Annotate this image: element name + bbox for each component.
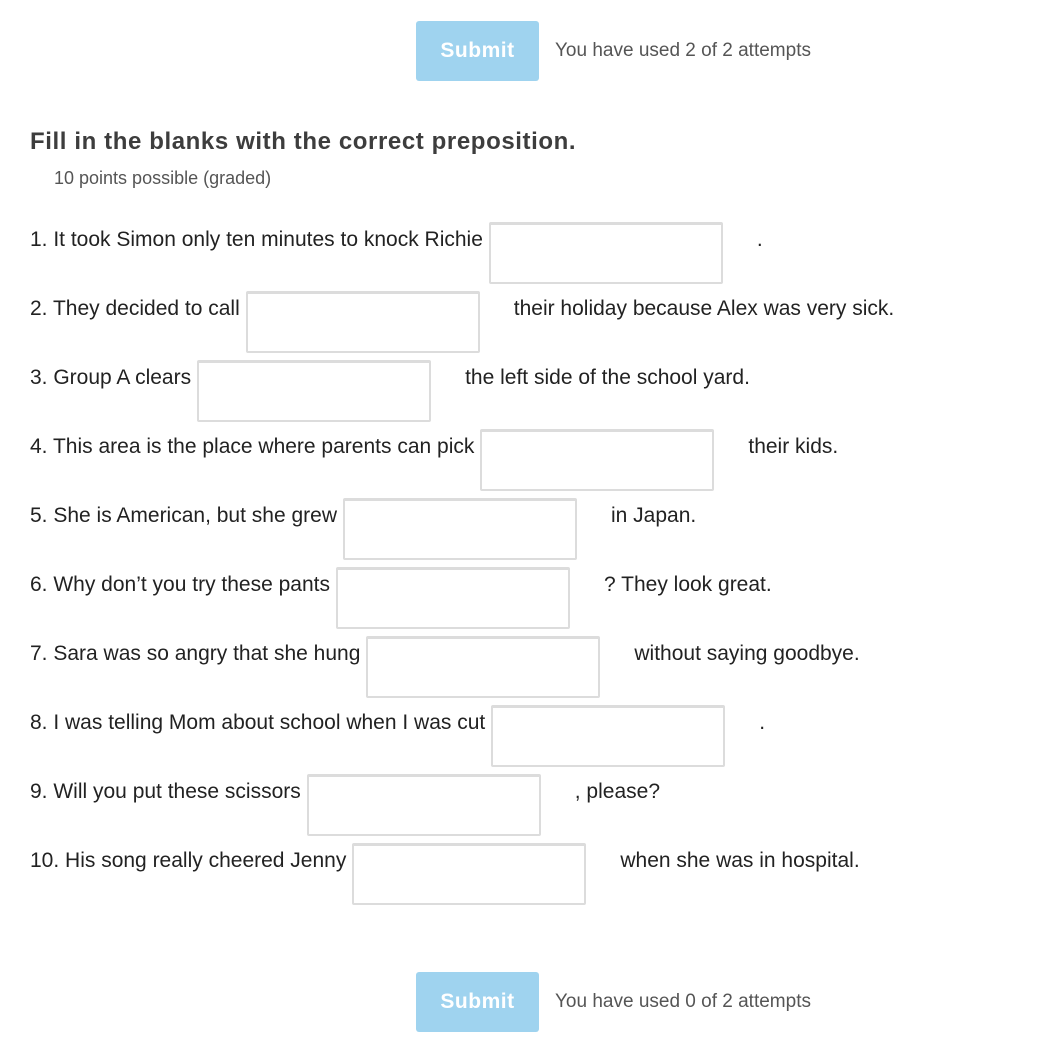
question-text: 8. I was telling Mom about school when I was cut	[30, 711, 486, 734]
blank-input-9[interactable]	[307, 774, 541, 836]
blank-input-6[interactable]	[336, 567, 570, 629]
points-possible: 10 points possible (graded)	[54, 168, 272, 188]
blank-input-1[interactable]	[489, 222, 723, 284]
question-text-after: when she was in hospital.	[620, 849, 860, 872]
question-text-after: , please?	[574, 780, 660, 803]
question-text-after: in Japan.	[611, 504, 697, 527]
submit-area-top	[416, 21, 811, 81]
blank-input-2[interactable]	[246, 291, 480, 353]
question-row-3	[30, 360, 894, 429]
question-text: 7. Sara was so angry that she hung	[30, 642, 361, 665]
question-text: 1. It took Simon only ten minutes to knock Richie	[30, 228, 483, 251]
problem-title: Fill in the blanks with the correct preposition.	[30, 128, 577, 155]
submit-area-bottom	[416, 972, 811, 1032]
question-list	[30, 222, 894, 912]
question-row-6	[30, 567, 894, 636]
question-text-after: without saying goodbye.	[634, 642, 860, 665]
question-text: 10. His song really cheered Jenny	[30, 849, 347, 872]
question-text-after: .	[759, 711, 766, 734]
attempts-text-bottom: You have used 0 of 2 attempts	[555, 991, 811, 1012]
submit-button-bottom[interactable]: Submit	[416, 972, 539, 1032]
submit-button-top[interactable]: Submit	[416, 21, 539, 81]
blank-input-8[interactable]	[491, 705, 725, 767]
question-row-7	[30, 636, 894, 705]
blank-input-10[interactable]	[352, 843, 586, 905]
question-text-after: ? They look great.	[604, 573, 772, 596]
question-row-10	[30, 843, 894, 912]
question-text: 4. This area is the place where parents can pick	[30, 435, 475, 458]
question-row-5	[30, 498, 894, 567]
blank-input-7[interactable]	[366, 636, 600, 698]
question-row-9	[30, 774, 894, 843]
attempts-text-top: You have used 2 of 2 attempts	[555, 40, 811, 61]
question-row-1	[30, 222, 894, 291]
question-text: 3. Group A clears	[30, 366, 192, 389]
question-text-after: .	[756, 228, 763, 251]
question-text: 2. They decided to call	[30, 297, 240, 320]
question-text: 9. Will you put these scissors	[30, 780, 301, 803]
question-text: 6. Why don’t you try these pants	[30, 573, 330, 596]
blank-input-4[interactable]	[480, 429, 714, 491]
question-row-2	[30, 291, 894, 360]
question-text-after: the left side of the school yard.	[465, 366, 750, 389]
blank-input-3[interactable]	[197, 360, 431, 422]
blank-input-5[interactable]	[343, 498, 577, 560]
question-text-after: their kids.	[748, 435, 839, 458]
question-row-8	[30, 705, 894, 774]
question-text: 5. She is American, but she grew	[30, 504, 337, 527]
question-row-4	[30, 429, 894, 498]
question-text-after: their holiday because Alex was very sick.	[513, 297, 895, 320]
